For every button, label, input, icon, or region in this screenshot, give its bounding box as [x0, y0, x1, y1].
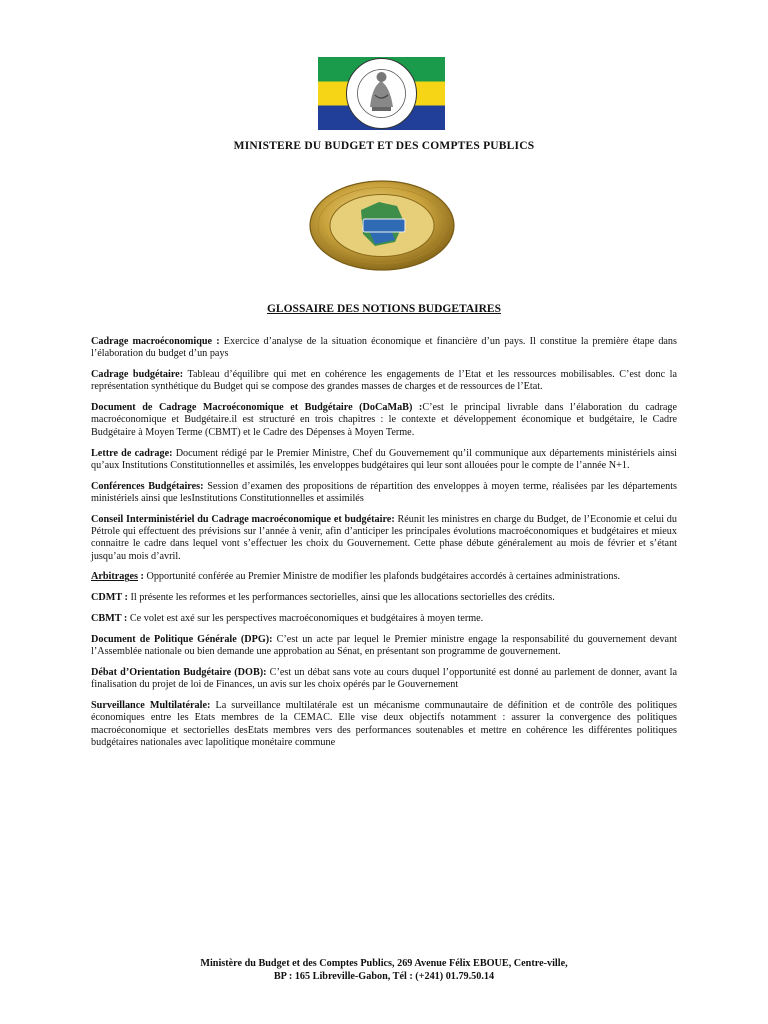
glossary-term: Lettre de cadrage: — [91, 447, 173, 459]
glossary-definition: Opportunité conférée au Premier Ministre de modifier les plafonds budgétaires accordés à certaines administrations. — [143, 571, 621, 583]
glossary-entry — [91, 634, 677, 659]
glossary-definition: Session d’examen des propositions de répartition des enveloppes à moyen terme, réalisées par les départements ministériels ainsi que lesInstitutions Constitutionnelles et assimilés — [91, 480, 677, 504]
glossary-definition: C’est le principal livrable dans l’élaboration du cadrage macroéconomique et Budgétaire.il est structuré en trois chapitres : le contexte et développement économique et budgétaire, le Cadre Budgétaire à Moyen Terme (CBMT) et le Cadre des Dépenses à Moyen Terme. — [91, 402, 677, 438]
glossary-entry — [91, 592, 677, 604]
glossary-entry — [91, 369, 677, 394]
glossary-term: CDMT : — [91, 592, 128, 604]
gabon-flag-seal-image — [318, 57, 445, 130]
glossary-term: CBMT : — [91, 613, 128, 625]
glossary-entry — [91, 336, 677, 361]
glossary-term: Débat d’Orientation Budgétaire (DOB): — [91, 666, 267, 678]
glossary-entry — [91, 613, 677, 625]
glossary-term: Arbitrages — [91, 571, 138, 583]
glossary-definition: Il présente les reformes et les performances sectorielles, ainsi que les allocations sectorielles des crédits. — [127, 592, 555, 604]
footer-contact-line: BP : 165 Libreville-Gabon, Tél : (+241) 01.79.50.14 — [273, 970, 495, 982]
glossary-entry — [91, 481, 677, 506]
glossary-term: Conseil Interministériel du Cadrage macroéconomique et budgétaire: — [91, 513, 395, 525]
gabon-flag-logo — [318, 57, 445, 130]
glossary-entry — [91, 402, 677, 439]
dgbfip-seal-logo — [309, 180, 455, 271]
glossary-term: Surveillance Multilatérale: — [91, 700, 211, 712]
glossary-term-suffix: : — [137, 571, 144, 583]
glossary-term: Conférences Budgétaires: — [91, 480, 204, 492]
document-title: GLOSSAIRE DES NOTIONS BUDGETAIRES — [266, 303, 501, 315]
glossary-definition: Ce volet est axé sur les perspectives macroéconomiques et budgétaires à moyen terme. — [127, 613, 484, 625]
glossary-list — [91, 336, 677, 758]
glossary-entry — [91, 514, 677, 563]
glossary-term: Document de Cadrage Macroéconomique et Budgétaire (DoCaMaB) : — [91, 402, 423, 414]
ministry-title: MINISTERE DU BUDGET ET DES COMPTES PUBLICS — [233, 140, 535, 152]
glossary-definition: Exercice d’analyse de la situation économique et financière d’un pays. Il constitue la première étape dans l’élaboration du budget d’un pays — [91, 336, 677, 360]
glossary-entry — [91, 700, 677, 749]
glossary-definition: Tableau d’équilibre qui met en cohérence les engagements de l’Etat et les ressources mobilisables. C’est donc la représentation synthétique du Budget qui se compose des grandes masses de charges et de ressources de l’Etat. — [91, 369, 677, 393]
page-footer — [0, 958, 768, 983]
footer-address-line: Ministère du Budget et des Comptes Publics, 269 Avenue Félix EBOUE, Centre-ville, — [200, 958, 568, 969]
glossary-entry — [91, 571, 677, 583]
glossary-term: Cadrage budgétaire: — [91, 369, 184, 381]
glossary-entry — [91, 667, 677, 692]
dgbfip-seal-image — [309, 180, 455, 271]
glossary-definition: Réunit les ministres en charge du Budget, de l’Economie et celui du Pétrole qui effectuent des prévisions sur l’année à venir, afin d’anticiper les principales évolutions macroéconomiques et budgétaires et mieux connaitre le cadre dans lequel vont s’effectuer les choix du Gouvernement. Cette phase débute généralement au mois de février et s’étant jusqu’au mois d’avril. — [91, 513, 677, 562]
glossary-definition: C’est un débat sans vote au cours duquel l’opportunité est donné au parlement de donner, avant la finalisation du projet de loi de Finances, un avis sur les choix opérés par le Gouvernement — [91, 666, 677, 691]
glossary-definition: C’est un acte par lequel le Premier ministre engage la responsabilité du gouvernement devant l’Assemblée nationale ou bien demande une approbation au Sénat, en présentant son programme de gouvernement. — [91, 633, 678, 658]
glossary-term: Document de Politique Générale (DPG): — [91, 633, 273, 645]
glossary-definition: La surveillance multilatérale est un mécanisme communautaire de définition et de contrôle des politiques économiques entre les Etats membres de la CEMAC. Elle vise deux objectifs notamment : assurer la convergence des politiques macroéconomique et sectorielles desEtats membres vers des performances soutenables et mettre en cohérence les différentes politiques budgétaires nationales avec lapolitique monétaire commune — [91, 700, 678, 748]
glossary-entry — [91, 448, 677, 473]
glossary-definition: Document rédigé par le Premier Ministre, Chef du Gouvernement qu’il communique aux départements ministériels ainsi qu’aux Institutions Constitutionnelles et assimilés, les enveloppes budgétaires qui leur sont allouées pour le compte de l’année N+1. — [91, 447, 677, 471]
glossary-term: Cadrage macroéconomique : — [91, 336, 220, 347]
